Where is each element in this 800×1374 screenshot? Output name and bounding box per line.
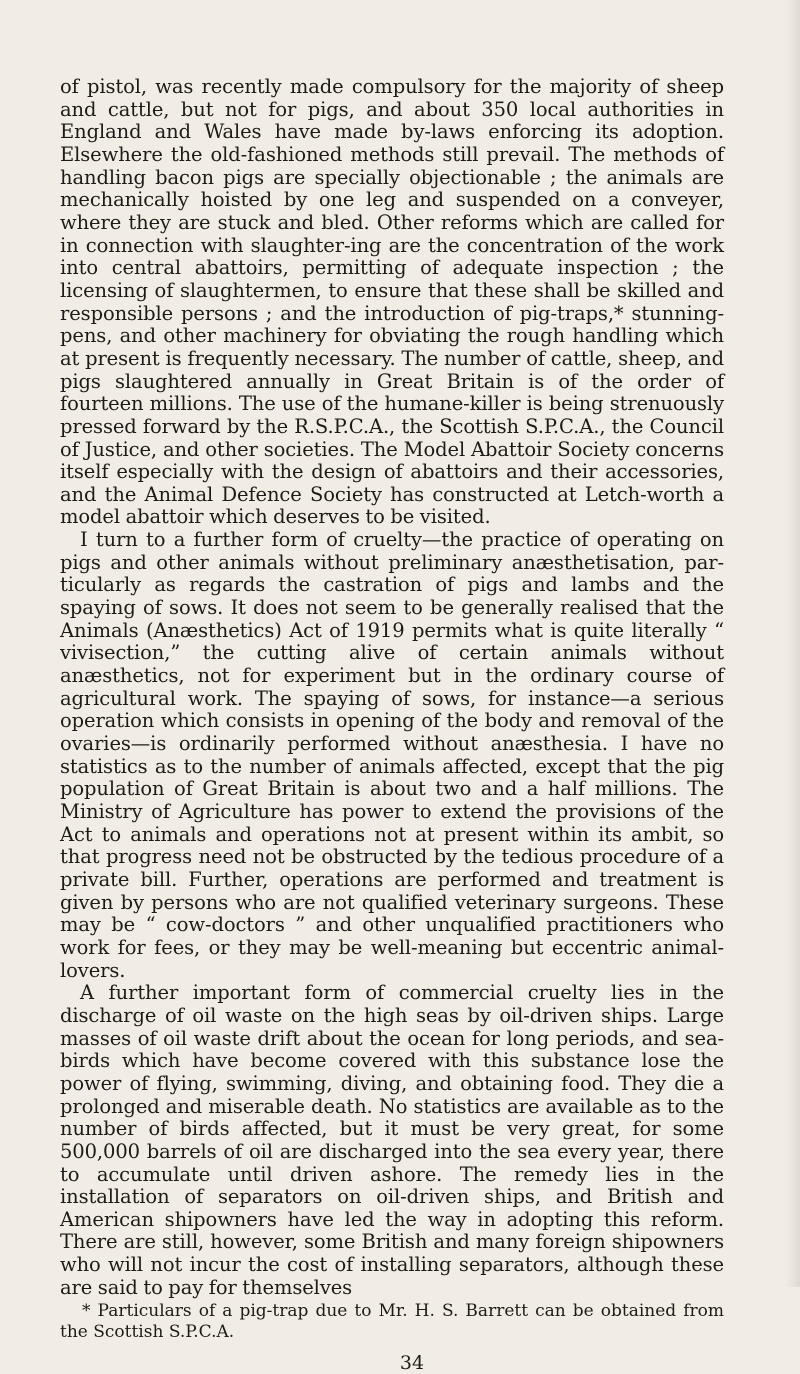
book-page (60, 76, 724, 1374)
page-number: 34 (399, 1352, 425, 1374)
paragraph-slaughter: of pistol, was recently made compulsory for the majority of sheep and cattle, but not for pigs, and about 350 local authorities in England and Wales have made by-laws enforcing its adoption. Elsewhere the old-fashioned methods still prevail. The methods of handling bacon pigs are specially objectionable ; the animals are mechanically hoisted by one leg and suspended on a conveyer, where they are stuck and bled. Other reforms which are called for in connection with slaughter-ing are the concentration of the work into central abattoirs, permitting of adequate inspection ; the licensing of slaughtermen, to ensure that these shall be skilled and responsible persons ; and the introduction of pig-traps,* stunning-pens, and other machinery for obviating the rough handling which at present is frequently necessary. The number of cattle, sheep, and pigs slaughtered annually in Great Britain is of the order of fourteen millions. The use of the humane-killer is being strenuously pressed forward by the R.S.P.C.A., the Scottish S.P.C.A., the Council of Justice, and other societies. The Model Abattoir Society concerns itself especially with the design of abattoirs and their accessories, and the Animal Defence Society has constructed at Letch-worth a model abattoir which deserves to be visited. (60, 75, 724, 529)
paragraph-oil-waste: A further important form of commercial cruelty lies in the discharge of oil waste on the high seas by oil-driven ships. Large masses of oil waste drift about the ocean for long periods, and sea-birds which have become covered with this substance lose the power of flying, swimming, diving, and obtaining food. They die a prolonged and miserable death. No statistics are available as to the number of birds affected, but it must be very great, for some 500,000 barrels of oil are discharged into the sea every year, there to accumulate until driven ashore. The remedy lies in the installation of separators on oil-driven ships, and British and American shipowners have led the way in adopting this reform. There are still, however, some British and many foreign shipowners who will not incur the cost of installing separators, although these are said to pay for themselves (60, 981, 724, 1299)
paragraph-operations: I turn to a further form of cruelty—the practice of operating on pigs and other animals without preliminary anæsthetisation, par-ticularly as regards the castration of pigs and lambs and the spaying of sows. It does not seem to be generally realised that the Animals (Anæsthetics) Act of 1919 permits what is quite literally “ vivisection,” the cutting alive of certain animals without anæsthetics, not for experiment but in the ordinary course of agricultural work. The spaying of sows, for instance—a serious operation which consists in opening of the body and removal of the ovaries—is ordinarily performed without anæsthesia. I have no statistics as to the number of animals affected, except that the pig population of Great Britain is about two and a half millions. The Ministry of Agriculture has power to extend the provisions of the Act to animals and operations not at present within its ambit, so that progress need not be obstructed by the tedious procedure of a private bill. Further, operations are performed and treatment is given by persons who are not qualified veterinary surgeons. These may be “ cow-doctors ” and other unqualified practitioners who work for fees, or they may be well-meaning but eccentric animal-lovers. (60, 528, 724, 982)
page-edge-shadow (786, 0, 800, 1287)
footnote: * Particulars of a pig-trap due to Mr. H. S. Barrett can be obtained from the Scottish S.P.C.A. (60, 1301, 724, 1343)
